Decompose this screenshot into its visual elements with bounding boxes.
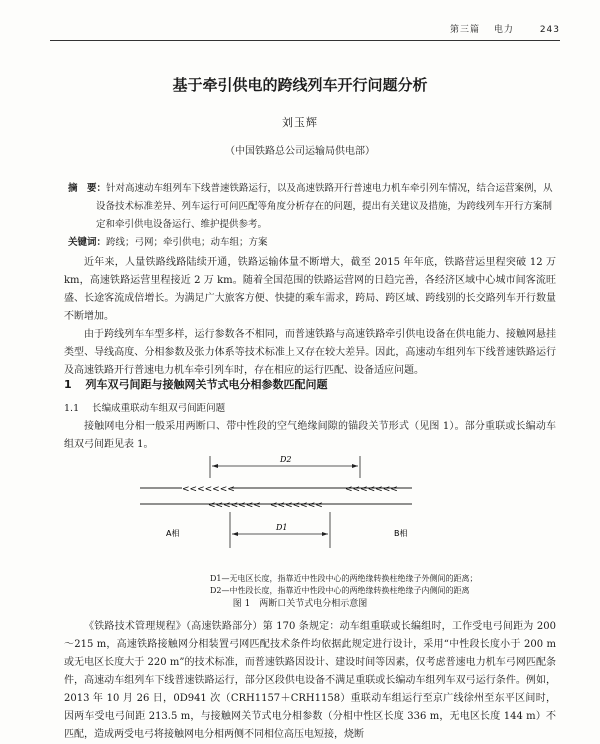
running-head-section: 电力 xyxy=(493,25,514,35)
bottom-paragraph: 《铁路技术管理规程》（高速铁路部分）第 170 条规定：动车组重联或长编组时，工作受电弓间距为 200～215 m，高速铁路接触网分相装置弓网匹配技术条件均依据此规定进行设计，采用“中性段长度小于 200 m 或无电区长度大于 220 m”的技术标准，而普速铁路因设计、建设时间等因素，仅考虑普速电力机车弓网匹配条件，高速动车组列车下线普速铁路运行，部分区段供电设备不满足重联或长编动车组列车双弓运行条件。例如，2013 年 10 月 26 日，0D941 次（CRH1157＋CRH1158）重联动车组运行至京广线徐州至东平区间时，因两车受电弓间距 213.5 m，与接触网关节式电分相参数（分相中性区长度 336 m，无电区长度 144 m）不匹配，造成两受电弓将接触网电分相两侧不同相位高压电短接，烧断 xyxy=(64,621,556,740)
author: 刘玉辉 xyxy=(282,116,318,129)
intro-paragraph-1: 近年来，人量铁路线路陆续开通，铁路运输体量不断增大，截至 2015 年年底，铁路营运里程突破 12 万 km，高速铁路运营里程接近 2 万 km。随着全国范围的铁路运营网的日趋完善，各经济区域中心城市间客流旺盛、长途客流成倍增长。为满足广大旅客方便、快捷的乘车需求，跨局、跨区域、跨线别的长交路列车开行数量不断增加。 xyxy=(64,257,556,322)
abstract-text: 针对高速动车组列车下线普速铁路运行，以及高速铁路开行普速电力机车牵引列车情况，结合运营案例，从设备技术标准差异、列车运行可问匹配等角度分析存在的问题，提出有关建议及措施，为跨线列车开行方案制定和牵引供电设备运行、维护提供参考。 xyxy=(96,183,553,230)
upper-insulator-right: <<<<<<< xyxy=(345,484,398,495)
section-paragraph-block xyxy=(64,418,556,454)
header-rule xyxy=(50,40,560,41)
d1-arrow-right xyxy=(322,532,328,536)
page-number: 243 xyxy=(539,25,560,35)
introduction xyxy=(64,254,556,380)
figure-note-d1: D1—无电区长度，指靠近中性段中心的两绝缘转换柱绝缘子外侧间的距离； xyxy=(210,574,478,583)
running-head-chapter: 第三篇 xyxy=(450,25,481,35)
abstract xyxy=(68,180,556,252)
paper-title: 基于牵引供电的跨线列车开行问题分析 xyxy=(172,76,428,94)
d1-label: D1 xyxy=(276,523,288,532)
figure-note-d2: D2—中性段长度，指靠近中性段中心的两绝缘转换柱绝缘子内侧间的距离 xyxy=(210,586,470,595)
d1-arrow-left xyxy=(232,532,238,536)
intro-paragraph-2: 由于跨线列车车型多样，运行参数各不相同，而普速铁路与高速铁路牵引供电设备在供电能力、接触网悬挂类型、导线高度、分相参数及张力体系等技术标准上又存在较大差异。因此，高速动车组列车下线普速铁路运行及高速铁路开行普速电力机车牵引列车时，存在相应的运行匹配、设备适应问题。 xyxy=(64,329,556,376)
middle-insulator-right: <<<<<<< xyxy=(270,500,323,511)
affiliation: （中国铁路总公司运输局供电部） xyxy=(225,146,375,157)
section-1-number: 1 xyxy=(64,378,72,391)
subsection-title: 长编成重联动车组双弓间距问题 xyxy=(92,403,226,414)
subsection-1-1-heading xyxy=(64,400,225,414)
figure-notes xyxy=(210,573,478,597)
keywords-label: 关键词： xyxy=(68,237,107,248)
keywords: 跨线；弓网；牵引供电；动车组；方案 xyxy=(106,237,268,248)
bottom-paragraph-block xyxy=(64,618,556,744)
phase-b-label: B相 xyxy=(394,529,408,538)
d2-arrow-right xyxy=(352,464,358,468)
middle-insulator-left: <<<<<<< xyxy=(208,500,261,511)
abstract-label: 摘 要： xyxy=(68,183,107,194)
section-paragraph: 接触网电分相一般采用两断口、带中性段的空气绝缘间隙的锚段关节形式（见图 1）。部分重联或长编动车组双弓间距见表 1。 xyxy=(64,421,556,450)
section-1-heading xyxy=(64,376,328,392)
d2-arrow-left xyxy=(212,464,218,468)
running-head xyxy=(440,22,560,35)
upper-insulator-left: <<<<<<< xyxy=(182,484,235,495)
section-1-title: 列车双弓间距与接触网关节式电分相参数匹配问题 xyxy=(85,378,328,391)
figure-caption: 图 1 两断口关节式电分相示意图 xyxy=(232,599,368,609)
phase-a-label: A相 xyxy=(166,529,180,538)
d2-label: D2 xyxy=(280,455,292,464)
subsection-number: 1.1 xyxy=(64,403,80,414)
